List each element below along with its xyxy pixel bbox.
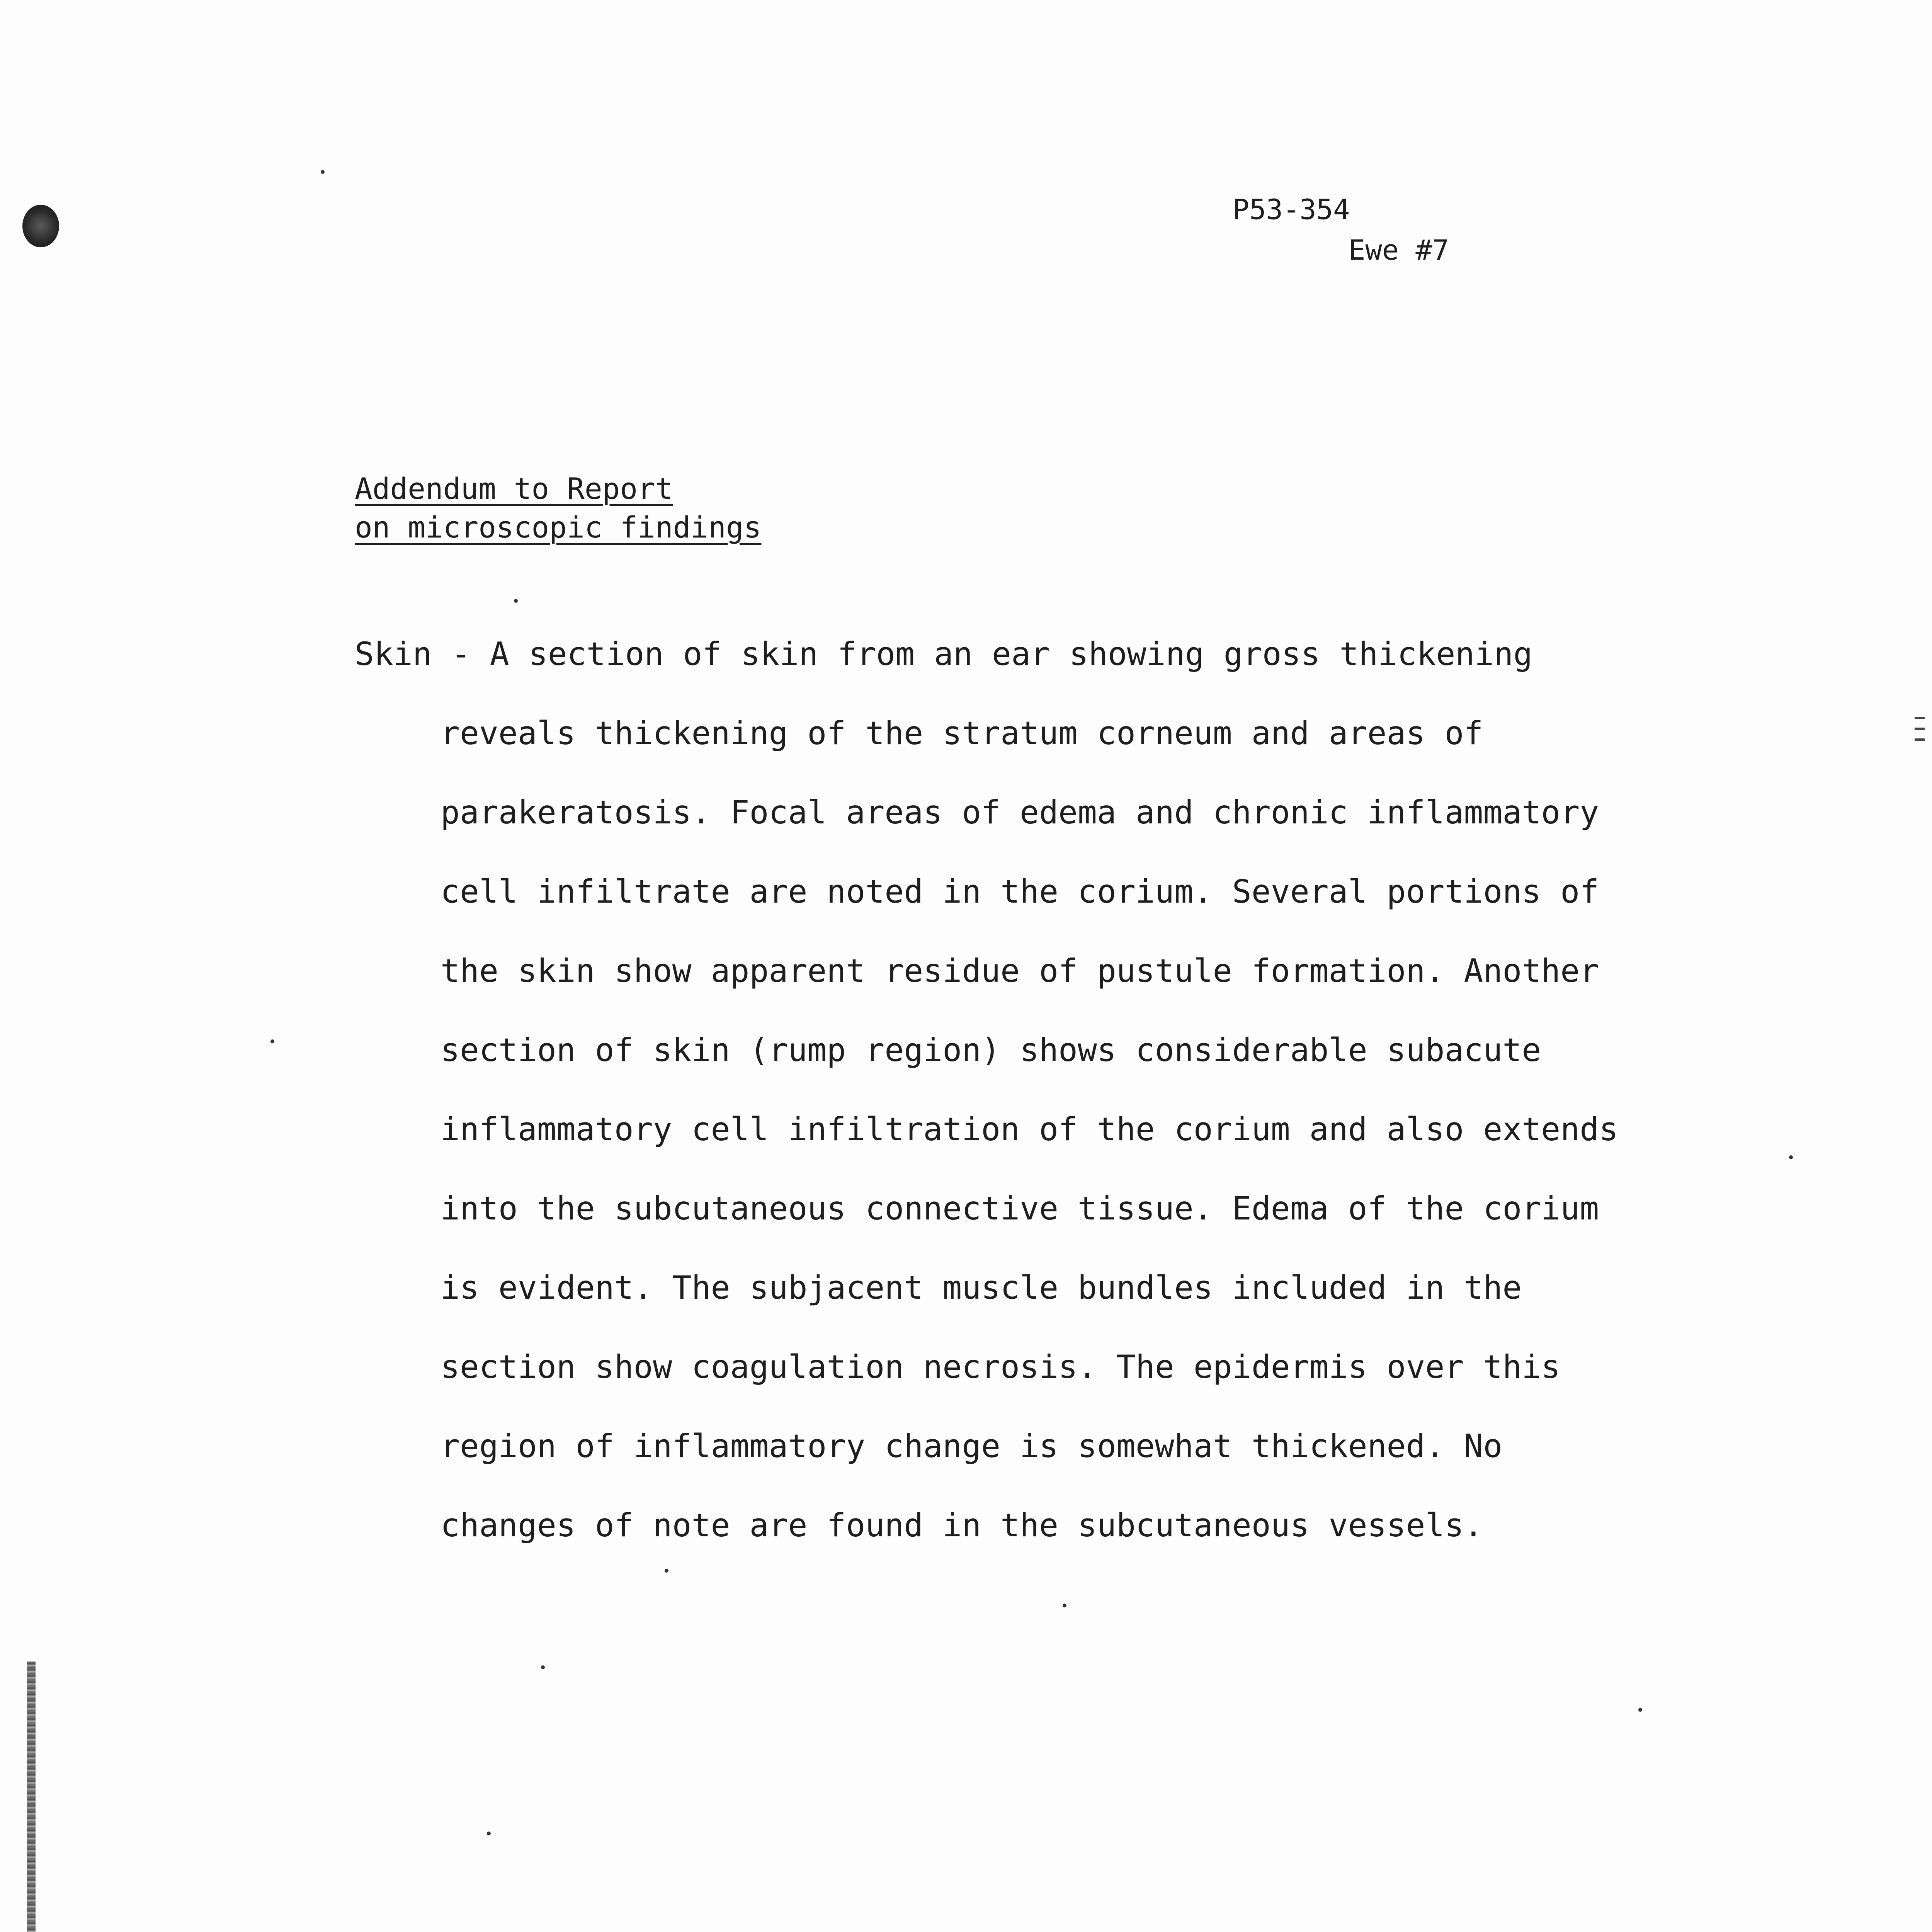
reference-block xyxy=(1233,189,1449,270)
scan-speck xyxy=(1789,1155,1793,1159)
paragraph-line: section show coagulation necrosis. The epidermis over this xyxy=(440,1348,1561,1386)
paragraph-line: changes of note are found in the subcutaneous vessels. xyxy=(440,1507,1483,1544)
punch-hole-top xyxy=(22,205,59,247)
paragraph-line: region of inflammatory change is somewhat thickened. No xyxy=(440,1427,1503,1465)
paragraph-line: into the subcutaneous connective tissue. Edema of the corium xyxy=(440,1190,1599,1227)
margin-tick-marks xyxy=(1915,717,1930,763)
scan-speck xyxy=(514,599,518,603)
document-heading xyxy=(355,469,761,547)
paragraph-line: is evident. The subjacent muscle bundles included in the xyxy=(440,1269,1522,1306)
scan-speck xyxy=(665,1569,668,1573)
heading-line-1: Addendum to Report xyxy=(355,471,673,506)
scan-speck xyxy=(541,1665,545,1669)
reference-number: P53-354 xyxy=(1233,193,1350,226)
animal-id: Ewe #7 xyxy=(1349,234,1449,266)
paragraph-line: Skin - A section of skin from an ear showing gross thickening xyxy=(355,635,1533,673)
paragraph-line: section of skin (rump region) shows considerable subacute xyxy=(440,1031,1541,1069)
findings-paragraph xyxy=(355,614,1676,1565)
paragraph-line: reveals thickening of the stratum corneum and areas of xyxy=(440,714,1483,752)
scan-speck xyxy=(1063,1604,1066,1607)
scan-speck xyxy=(270,1039,274,1043)
paragraph-line: cell infiltrate are noted in the corium. Several portions of xyxy=(440,873,1599,910)
scan-margin-artifact xyxy=(27,1662,36,1932)
paragraph-line: parakeratosis. Focal areas of edema and chronic inflammatory xyxy=(440,794,1599,831)
paragraph-line: inflammatory cell infiltration of the corium and also extends xyxy=(440,1111,1619,1148)
paragraph-line: the skin show apparent residue of pustule formation. Another xyxy=(440,952,1599,990)
scan-speck xyxy=(487,1832,491,1835)
scan-speck xyxy=(321,170,325,174)
scan-speck xyxy=(1638,1708,1642,1712)
heading-line-2: on microscopic findings xyxy=(355,510,762,544)
